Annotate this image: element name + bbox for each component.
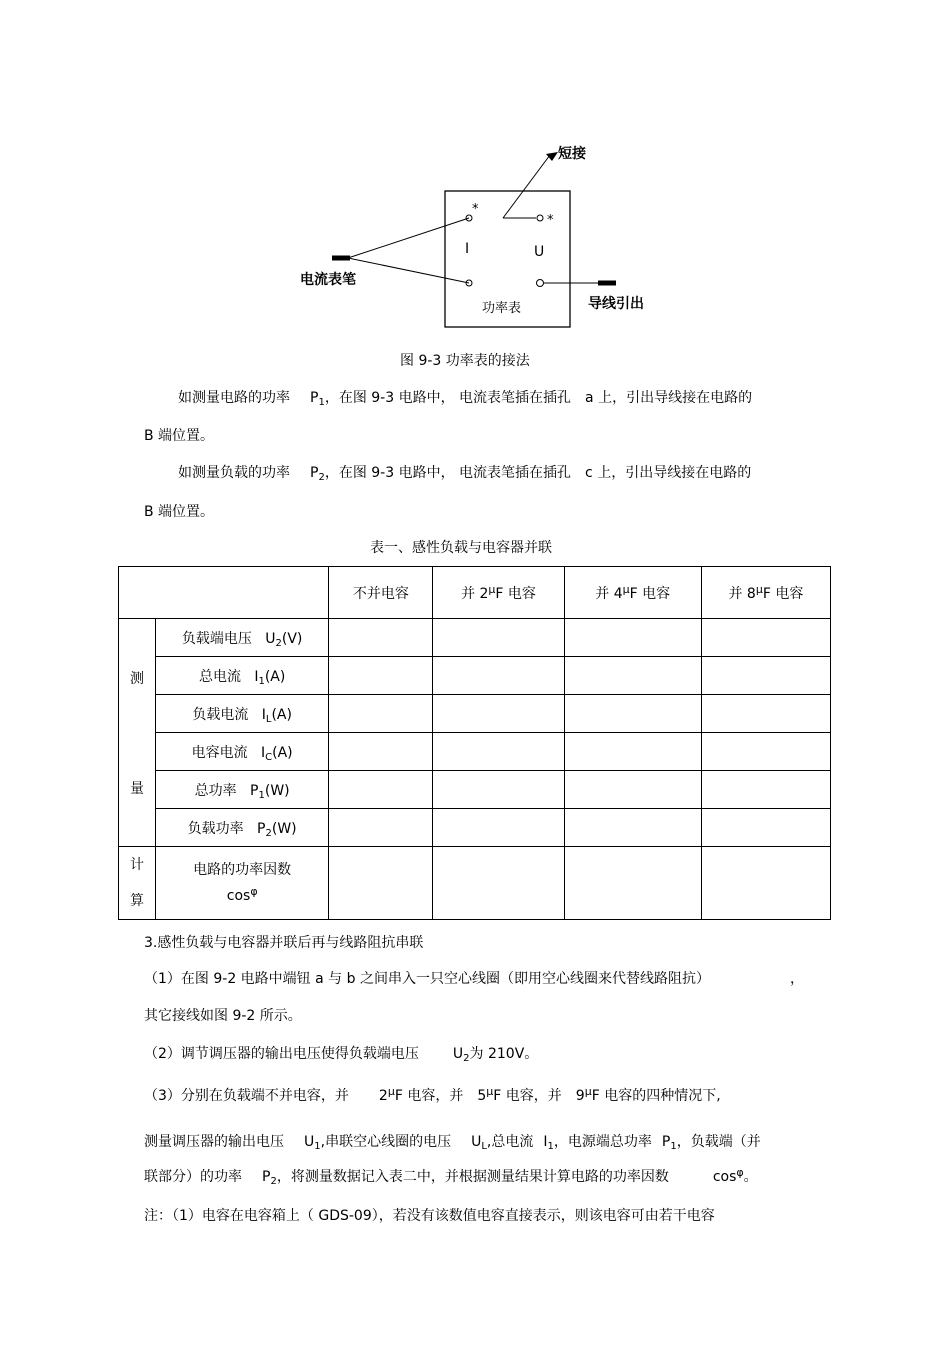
value-cell[interactable] (564, 619, 701, 657)
lead-label: 导线引出 (588, 296, 644, 312)
value-cell[interactable] (564, 771, 701, 809)
terminal-u-top (537, 215, 543, 221)
value-cell[interactable] (329, 809, 433, 847)
value-cell[interactable] (701, 695, 830, 733)
table-header-row (119, 567, 831, 619)
table-row (119, 695, 831, 733)
table-title: 表一、感性负载与电容器并联 (370, 540, 552, 556)
data-table (118, 566, 831, 920)
probe-label: 电流表笔 (300, 272, 356, 288)
step-3-line-3: 联部分）的功率 $P_2$，将测量数据记入表二中，并根据测量结果计算电路的功率因数 $\cos^\varphi$。 (144, 1166, 758, 1187)
value-cell[interactable] (701, 847, 830, 920)
short-label: 短接 (558, 146, 586, 162)
value-cell[interactable] (329, 771, 433, 809)
intro-paragraph-2-line-2: B 端位置。 (144, 504, 215, 520)
group-measure: 测 量 (119, 619, 156, 847)
step-1-line-1: （1）在图 9-2 电路中端钮 a 与 b 之间串入一只空心线圈（即用空心线圈来代替线路阻抗） (144, 971, 710, 987)
note-line: 注：（1）电容在电容箱上（ GDS-09），若没有该数值电容直接表示，则该电容可由若干电容 (144, 1208, 715, 1224)
table-row (119, 847, 831, 920)
header-no-cap: 不并电容 (329, 567, 433, 619)
value-cell[interactable] (701, 733, 830, 771)
step-3-line-1: （3）分别在负载端不并电容，并 $2^\mu F$ 电容，并 $5^\mu F$ 电容，并 $9^\mu F$ 电容的四种情况下, (144, 1085, 721, 1104)
short-leader (503, 155, 550, 218)
value-cell[interactable] (433, 847, 564, 920)
table-row (119, 733, 831, 771)
row-label: 总电流 $I_1(A)$ (156, 657, 329, 695)
value-cell[interactable] (701, 771, 830, 809)
row-label: 负载电流 $I_L(A)$ (156, 695, 329, 733)
step-1-line-2: 其它接线如图 9-2 所示。 (144, 1008, 302, 1024)
value-cell[interactable] (433, 657, 564, 695)
terminal-u-label: U (534, 244, 545, 260)
value-cell[interactable] (701, 657, 830, 695)
value-cell[interactable] (701, 809, 830, 847)
value-cell[interactable] (433, 809, 564, 847)
value-cell[interactable] (433, 771, 564, 809)
step-2: （2）调节调压器的输出电压使得负载端电压 $U_2$为 210V。 (144, 1046, 539, 1064)
group-calc: 计 算 (119, 847, 156, 920)
value-cell[interactable] (564, 695, 701, 733)
value-cell[interactable] (433, 695, 564, 733)
intro-paragraph-1-line-2: B 端位置。 (144, 428, 215, 444)
value-cell[interactable] (564, 847, 701, 920)
probe-wire-bottom (348, 258, 469, 283)
value-cell[interactable] (564, 657, 701, 695)
table-row (119, 619, 831, 657)
table-row (119, 657, 831, 695)
terminal-i-label: I (465, 241, 470, 257)
figure-caption: 图 9-3 功率表的接法 (400, 353, 530, 369)
table-row (119, 771, 831, 809)
value-cell[interactable] (329, 733, 433, 771)
value-cell[interactable] (329, 695, 433, 733)
value-cell[interactable] (433, 619, 564, 657)
row-label: 总功率 $P_1(W)$ (156, 771, 329, 809)
value-cell[interactable] (564, 809, 701, 847)
step-3-line-2: 测量调压器的输出电压 $U_1$,串联空心线圈的电压 $U_L$,总电流 $I_1$，电源端总功率 $P_1$，负载端（并 (144, 1134, 761, 1152)
wattmeter-wiring-diagram (290, 140, 670, 340)
meter-label: 功率表 (482, 301, 522, 316)
table-row (119, 809, 831, 847)
row-label: 负载功率 $P_2(W)$ (156, 809, 329, 847)
terminal-u-bottom (537, 280, 544, 287)
star-right: * (547, 213, 554, 228)
value-cell[interactable] (329, 847, 433, 920)
short-arrow-icon (546, 152, 558, 161)
row-label: 电容电流 $I_C(A)$ (156, 733, 329, 771)
header-cap-4: 并 $4^\mu F$ 电容 (564, 567, 701, 619)
row-label: 负载端电压 $U_2(V)$ (156, 619, 329, 657)
header-cap-8: 并 $8^\mu F$ 电容 (701, 567, 830, 619)
value-cell[interactable] (701, 619, 830, 657)
value-cell[interactable] (329, 619, 433, 657)
step-1-comma: ， (790, 971, 804, 987)
value-cell[interactable] (564, 733, 701, 771)
value-cell[interactable] (433, 733, 564, 771)
row-label-power-factor: 电路的功率因数 $\cos^\varphi$ (156, 847, 329, 920)
header-cap-2: 并 $2^\mu F$ 电容 (433, 567, 564, 619)
value-cell[interactable] (329, 657, 433, 695)
star-left: * (472, 202, 479, 217)
section-heading: 3.感性负载与电容器并联后再与线路阻抗串联 (144, 935, 424, 951)
probe-wire-top (348, 218, 469, 258)
header-empty-cell (119, 567, 329, 619)
intro-paragraph-2-line-1: 如测量负载的功率 $P_2$，在图 9-3 电路中， 电流表笔插在插孔 c 上，引出导线接在电路的 (178, 465, 752, 483)
intro-paragraph-1-line-1: 如测量电路的功率 $P_1$，在图 9-3 电路中， 电流表笔插在插孔 a 上，引出导线接在电路的 (178, 390, 753, 408)
